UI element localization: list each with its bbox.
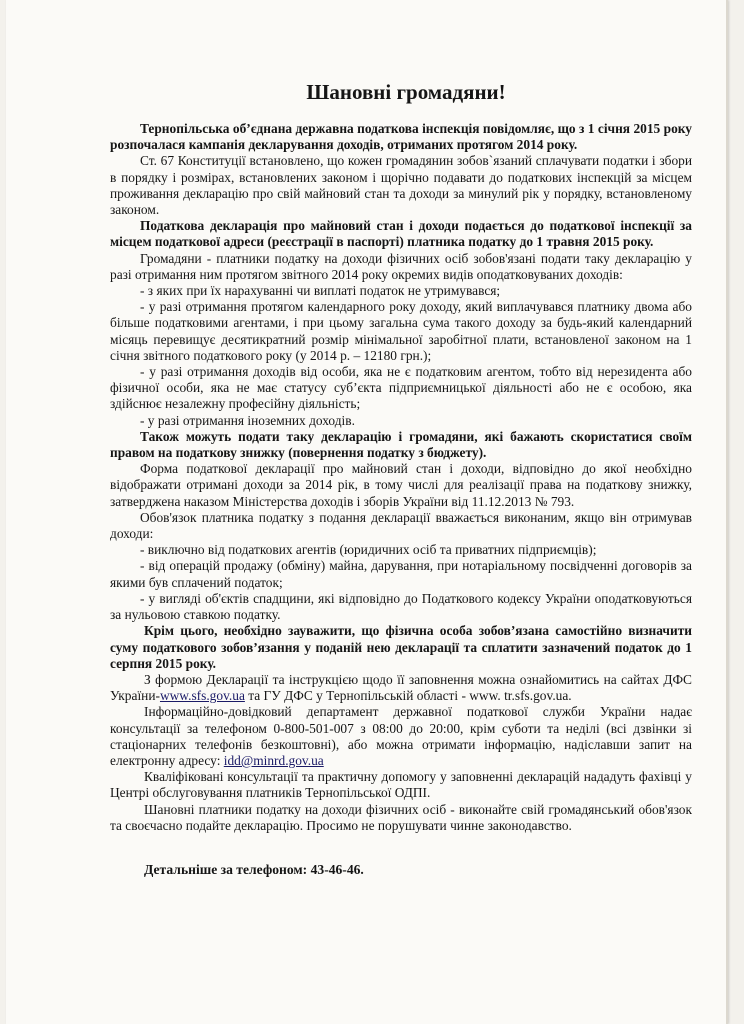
deadline-paragraph: Податкова декларація про майновий стан і доходи подається до податкової інспекції за місцем податкової адреси (реєстрації в паспорті) платника податку до 1 травня 2015 року. <box>110 218 692 250</box>
list-item: - у вигляді об'єктів спадщини, які відповідно до Податкового кодексу України оподатковуються за нульовою ставкою податку. <box>110 590 692 623</box>
list-item: - у разі отримання доходів від особи, яка не є податковим агентом, тобто від нерезидента або фізичної особи, яка не має статусу суб’єкта підприємницької діяльності або не є особою, яка здійснює незалежну професійну діяльність; <box>110 364 692 412</box>
consultation-paragraph: Кваліфіковані консультації та практичну допомогу у заповненні декларацій нададуть фахівці у Центрі обслуговування платників Тернопільської ОДПІ. <box>110 769 692 801</box>
intro-paragraph: Тернопільська об’єднана державна податкова інспекція повідомляє, що з 1 січня 2015 року розпочалася кампанія декларування доходів, отриманих протягом 2014 року. <box>110 121 692 153</box>
helpdesk-paragraph: Інформаційно-довідковий департамент державної податкової служби України надає консультації за телефоном 0-800-501-007 з 08:00 до 20:00, крім суботи та неділі (всі дзвінки зі стаціонарних телефонів безкоштовні), або можна отримати інформацію, надіславши запит на електронну адресу: idd@minrd.gov.ua <box>110 704 692 768</box>
page-title: Шановні громадяни! <box>306 80 506 104</box>
list-item: - від операцій продажу (обміну) майна, дарування, при нотаріальному посвідченні договорів за якими був сплачений податок; <box>110 558 692 590</box>
constitution-paragraph: Ст. 67 Конституції встановлено, що кожен громадянин зобов`язаний сплачувати податки і збори в порядку і розмірах, встановлених законом і щорічно подавати до податкових інспекцій за місцем проживання декларацію про свій майновий стан та доходи за минулий рік у порядку, встановленому законом. <box>110 153 692 218</box>
sfs-website-link[interactable]: www.sfs.gov.ua <box>159 688 245 704</box>
list-item: - у разі отримання протягом календарного року доходу, який виплачувався платнику двома або більше податковими агентами, і при цьому загальна сума такого доходу за будь-який календарний місяць перевищує десятикратний розмір мінімальної заробітної плати, встановленої законом на 1 січня звітного податкового року (у 2014 р. – 12180 грн.); <box>110 299 692 363</box>
email-link[interactable]: idd@minrd.gov.ua <box>223 752 324 768</box>
form-paragraph: Форма податкової декларації про майновий стан і доходи, відповідно до якої необхідно відображати отримані доходи за 2014 рік, в тому числі для реалізації права на податкову знижку, затверджена наказом Міністерства доходів і зборів України від 11.12.2013 № 793. <box>110 461 692 509</box>
obligation-paragraph: Громадяни - платники податку на доходи фізичних осіб зобов'язані подати таку декларацію у разі отримання ним протягом звітного 2014 року окремих видів оподатковуваних доходів: <box>110 250 692 282</box>
page-edge <box>726 0 728 1024</box>
fulfilled-paragraph: Обов'язок платника податку з подання декларації вважається виконаним, якщо він отримував доходи: <box>110 509 692 542</box>
closing-paragraph: Шановні платники податку на доходи фізичних осіб - виконайте свій громадянський обов'язок та своєчасно подайте декларацію. Просимо не порушувати чинне законодавство. <box>110 801 692 833</box>
tax-discount-paragraph: Також можуть подати таку декларацію і громадяни, які бажають скористатися своїм правом на податкову знижку (повернення податку з бюджету). <box>110 428 692 461</box>
websites-paragraph: З формою Декларації та інструкцією щодо її заповнення можна ознайомитись на сайтах ДФС України-www.sfs.gov.ua та ГУ ДФС у Тернопільській області - www. tr.sfs.gov.ua. <box>110 671 692 704</box>
contact-phone: Детальніше за телефоном: 43-46-46. <box>144 861 364 877</box>
list-item: - виключно від податкових агентів (юридичних осіб та приватних підприємців); <box>140 542 597 558</box>
self-assessment-paragraph: Крім цього, необхідно зауважити, що фізична особа зобов’язана самостійно визначити суму податкового зобов’язання у поданій нею декларації та сплатити зазначений податок до 1 серпня 2015 року. <box>110 623 692 671</box>
list-item: - з яких при їх нарахуванні чи виплаті податок не утримувався; <box>140 283 501 299</box>
list-item: - у разі отримання іноземних доходів. <box>140 412 355 428</box>
document-page <box>6 0 728 1024</box>
